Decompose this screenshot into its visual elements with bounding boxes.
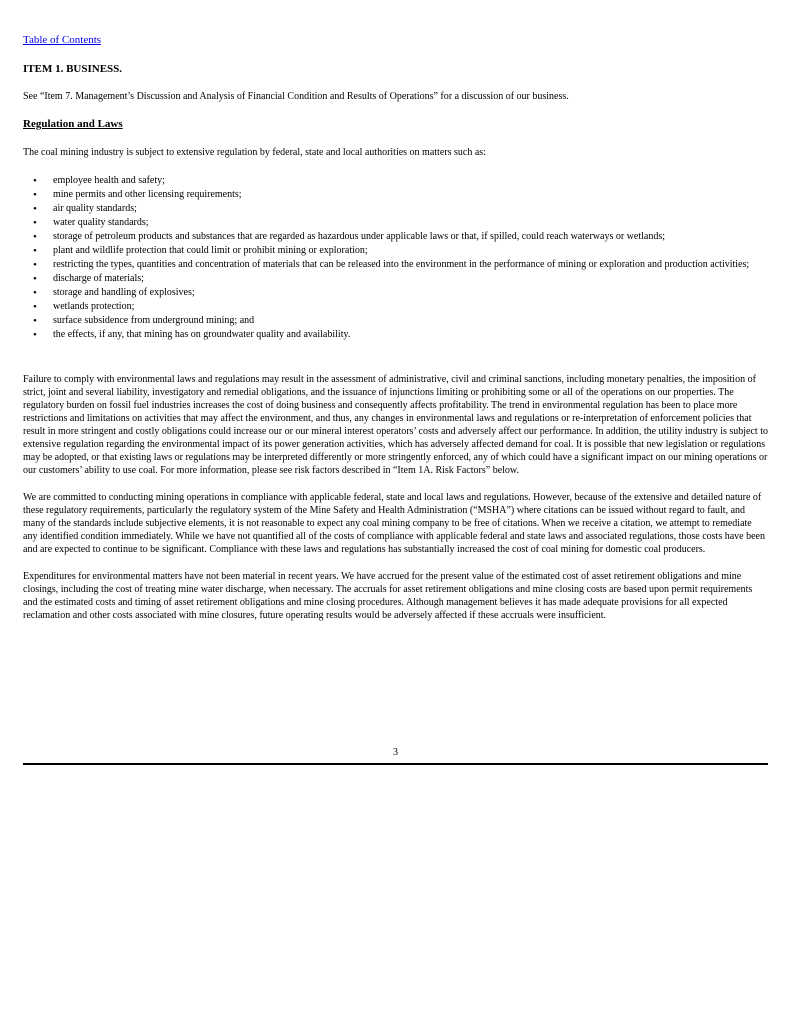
list-item-text: storage and handling of explosives; — [53, 287, 195, 298]
list-item — [23, 202, 768, 216]
expenditures-paragraph: Expenditures for environmental matters have not been material in recent years. We have accrued for the present value of the estimated cost of asset retirement obligations and mine closings, including the cost of treating mine water discharge, when necessary. The accruals for asset retirement obligations and mine closing costs are based upon permit requirements and the estimated costs and timing of asset retirement obligations and mine closing procedures. Although management believes it has made adequate provisions for all expected reclamation and other costs associated with mine closures, future operating results would be adversely affected if these accruals were insufficient. — [23, 571, 753, 621]
list-item-text: storage of petroleum products and substances that are regarded as hazardous under applicable laws or that, if spilled, could reach waterways or wetlands; — [53, 231, 666, 242]
list-item-text: discharge of materials; — [53, 273, 144, 284]
intro-paragraph: See “Item 7. Management’s Discussion and Analysis of Financial Condition and Results of Operations” for a discussion of our business. — [23, 91, 569, 102]
list-item — [23, 174, 768, 188]
item-heading: ITEM 1. BUSINESS. — [23, 63, 123, 75]
list-item — [23, 230, 768, 244]
list-item-text: air quality standards; — [53, 203, 137, 214]
bullet-icon: • — [33, 301, 37, 313]
regulation-list — [23, 174, 768, 342]
list-item — [23, 328, 768, 342]
list-item — [23, 272, 768, 286]
page-divider — [23, 763, 768, 765]
bullet-icon: • — [33, 203, 37, 215]
list-item — [23, 244, 768, 258]
list-item — [23, 216, 768, 230]
page-number: 3 — [393, 747, 398, 758]
bullet-icon: • — [33, 231, 37, 243]
bullet-icon: • — [33, 217, 37, 229]
list-item-text: water quality standards; — [53, 217, 149, 228]
document-page — [23, 30, 768, 758]
compliance-failure-paragraph: Failure to comply with environmental laws and regulations may result in the assessment of administrative, civil and criminal sanctions, including monetary penalties, the imposition of strict, joint and several liability, investigatory and remedial obligations, and the issuance of injunctions limiting or prohibiting some or all of the operations on our properties. The regulatory burden on fossil fuel industries increases the cost of doing business and consequently affects profitability. The trend in environmental regulation has been to place more restrictions and limitations on activities that may affect the environment, and thus, any changes in environmental laws and regulations or re-interpretation of enforcement policies that result in more stringent and costly obligations could increase our or our mineral interest operators’ costs and adversely affect our performance. In addition, the utility industry is subject to extensive regulation regarding the environmental impact of its power generation activities, which has adversely affected demand for coal. It is possible that new legislation or regulations may be adopted, or that existing laws or regulations may be interpreted differently or more stringently enforced, any of which could have a significant impact on our mining operations or our customers’ ability to use coal. For more information, please see risk factors described in “Item 1A. Risk Factors” below. — [23, 374, 768, 476]
list-item — [23, 258, 768, 272]
bullet-icon: • — [33, 245, 37, 257]
bullet-icon: • — [33, 329, 37, 341]
bullet-icon: • — [33, 273, 37, 285]
bullet-icon: • — [33, 175, 37, 187]
table-of-contents-link[interactable]: Table of Contents — [23, 34, 102, 46]
list-item — [23, 286, 768, 300]
list-item — [23, 188, 768, 202]
bullet-icon: • — [33, 189, 37, 201]
list-item-text: the effects, if any, that mining has on groundwater quality and availability. — [53, 329, 351, 340]
section-heading: Regulation and Laws — [23, 118, 123, 130]
bullet-icon: • — [33, 315, 37, 327]
list-item-text: mine permits and other licensing requirements; — [53, 189, 242, 200]
list-item-text: surface subsidence from underground mining; and — [53, 315, 255, 326]
list-item-text: plant and wildlife protection that could limit or prohibit mining or exploration; — [53, 245, 368, 256]
bullet-icon: • — [33, 287, 37, 299]
list-item-text: wetlands protection; — [53, 301, 135, 312]
commitment-paragraph: We are committed to conducting mining operations in compliance with applicable federal, state and local laws and regulations. However, because of the extensive and detailed nature of these regulatory requirements, particularly the regulatory system of the Mine Safety and Health Administration (“MSHA”) where citations can be issued without regard to fault, and many of the standards include subjective elements, it is not reasonable to expect any coal mining company to be free of citations. When we receive a citation, we attempt to remediate any identified condition immediately. While we have not quantified all of the costs of compliance with applicable federal and state laws and associated regulations, those costs have been and are expected to continue to be significant. Compliance with these laws and regulations has substantially increased the cost of coal mining for domestic coal producers. — [23, 492, 765, 555]
lead-paragraph: The coal mining industry is subject to extensive regulation by federal, state and local authorities on matters such as: — [23, 147, 486, 158]
list-item — [23, 314, 768, 328]
list-item-text: employee health and safety; — [53, 175, 165, 186]
list-item-text: restricting the types, quantities and concentration of materials that can be released into the environment in the performance of mining or exploration and production activities; — [53, 259, 750, 270]
bullet-icon: • — [33, 259, 37, 271]
list-item — [23, 300, 768, 314]
